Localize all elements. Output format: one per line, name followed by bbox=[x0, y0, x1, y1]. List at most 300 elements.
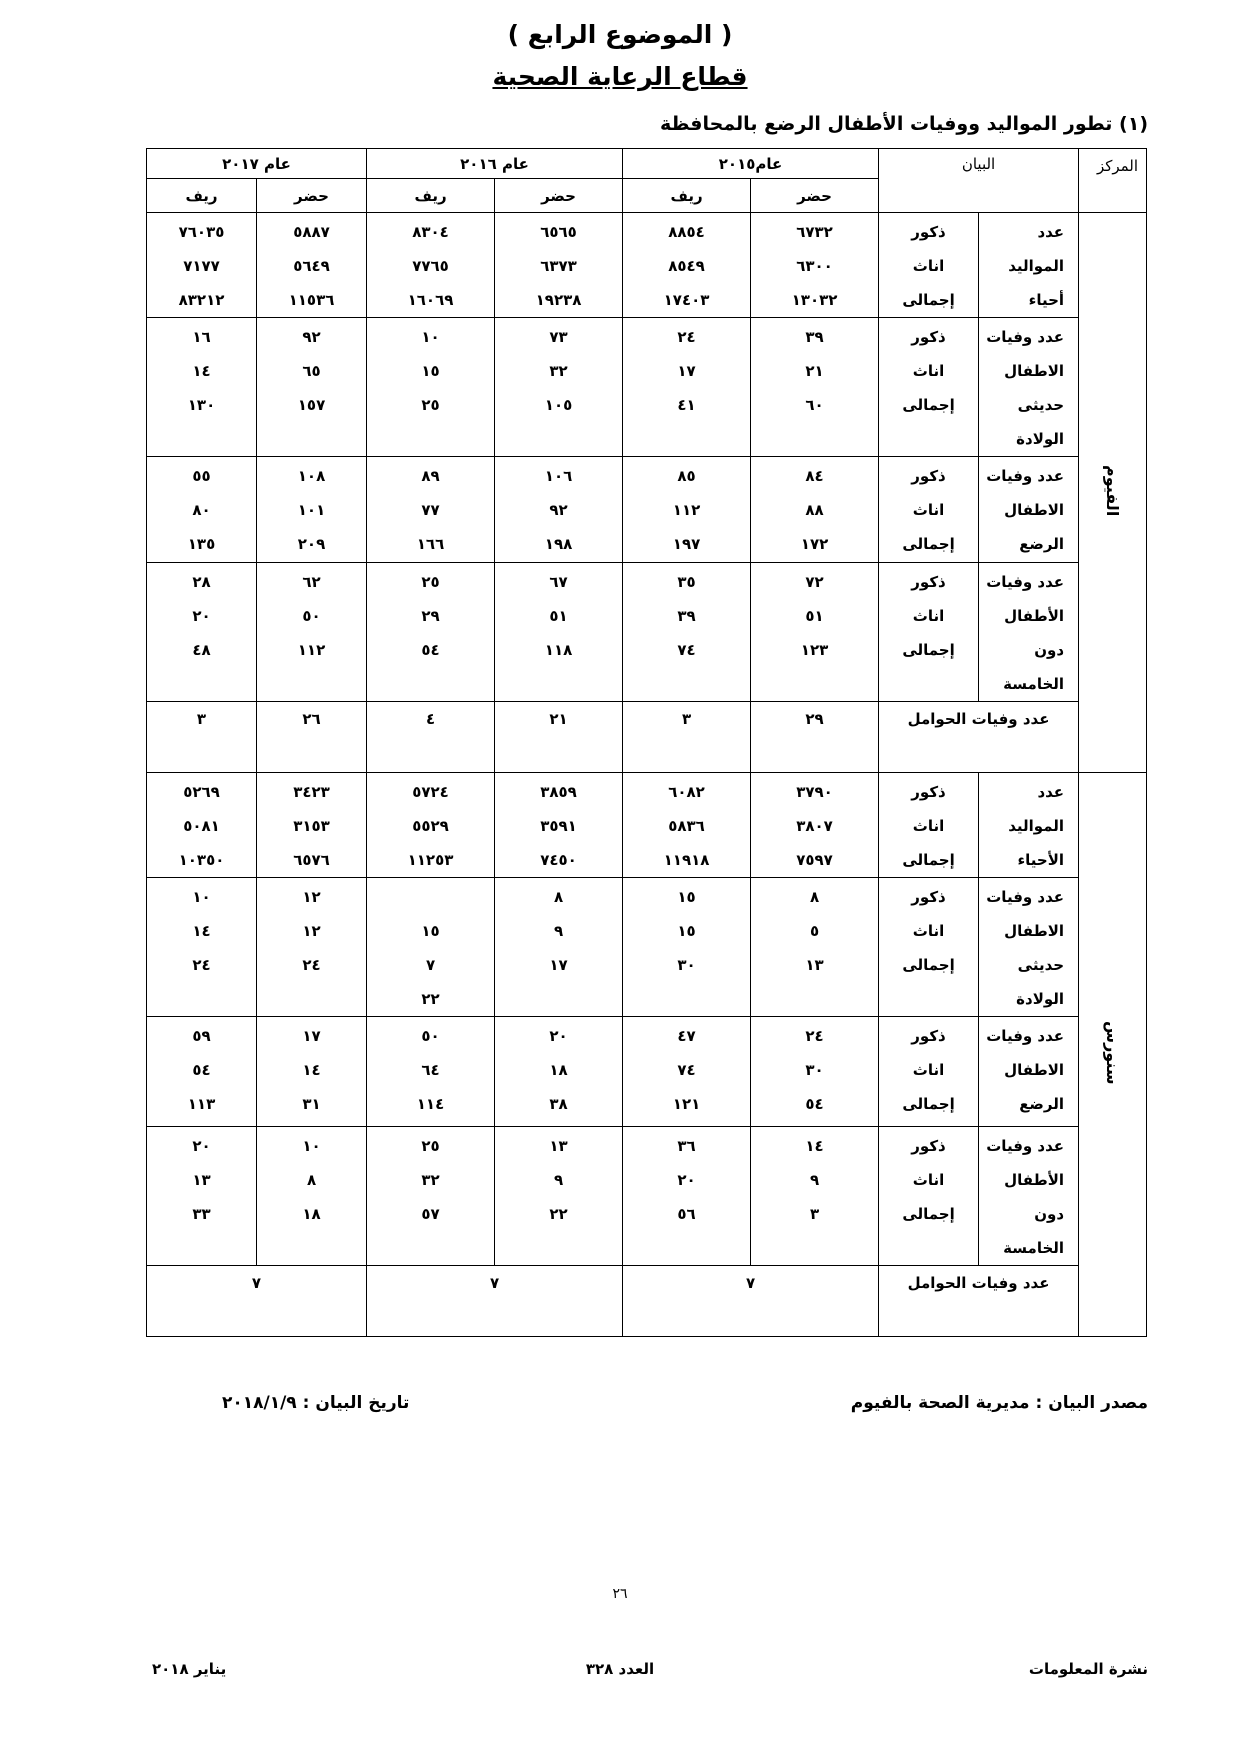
value: ١٣ bbox=[549, 1137, 568, 1155]
gender-labels bbox=[879, 1017, 979, 1127]
indicator-label-line: حديثى bbox=[1017, 396, 1065, 414]
value: ١١٨ bbox=[544, 641, 573, 659]
urban-header: حضر bbox=[751, 179, 879, 213]
value: ١٠١ bbox=[297, 501, 326, 519]
indicator-label bbox=[979, 318, 1079, 457]
gender-labels bbox=[879, 1127, 979, 1266]
gender-label: إجمالى bbox=[902, 535, 955, 553]
value: ٨٥٤٩ bbox=[668, 257, 705, 275]
value: ٨٥ bbox=[677, 467, 696, 485]
value: ٥٧ bbox=[421, 1205, 440, 1223]
year-header: عام ٢٠١٧ bbox=[147, 149, 367, 179]
value: ٨٣٠٤ bbox=[412, 223, 449, 241]
indicator-label-line: عدد وفيات bbox=[986, 888, 1065, 906]
value: ٩ bbox=[553, 1171, 564, 1189]
indicator-label-line: الخامسة bbox=[1003, 675, 1065, 693]
value: ٢٥ bbox=[421, 573, 440, 591]
value: ٥١ bbox=[549, 607, 568, 625]
gender-labels bbox=[879, 457, 979, 563]
value: ٣٩ bbox=[805, 328, 824, 346]
value: ٥٨٨٧ bbox=[293, 223, 330, 241]
value: ٦٥٦٥ bbox=[540, 223, 577, 241]
value: ٨٠ bbox=[192, 501, 211, 519]
value: ٥٠٨١ bbox=[183, 817, 220, 835]
maternal-deaths-row bbox=[147, 1266, 1147, 1337]
indicator-label-line: حديثى bbox=[1017, 956, 1065, 974]
value-cell bbox=[257, 1017, 367, 1127]
value: ١٠٦ bbox=[544, 467, 573, 485]
value: ٦٣٠٠ bbox=[796, 257, 833, 275]
gender-label: إجمالى bbox=[902, 956, 955, 974]
indicator-label-line: الولادة bbox=[1016, 990, 1065, 1008]
year-header: عام ٢٠١٦ bbox=[367, 149, 623, 179]
value-cell bbox=[623, 213, 751, 318]
gender-labels bbox=[879, 563, 979, 702]
value: ٣٠ bbox=[677, 956, 696, 974]
value: ٥٤ bbox=[421, 641, 440, 659]
value-cell bbox=[257, 213, 367, 318]
group-row bbox=[147, 1017, 1147, 1127]
value: ٢٢ bbox=[421, 990, 440, 1008]
gender-label: ذكور bbox=[911, 328, 946, 346]
indicator-label-line: عدد وفيات bbox=[986, 1137, 1065, 1155]
value: ١٣٠٣٢ bbox=[791, 291, 838, 309]
indicator-label-line: الأطفال bbox=[1004, 607, 1065, 625]
value: ١٢٣ bbox=[800, 641, 829, 659]
gender-label: ذكور bbox=[911, 223, 946, 241]
rural-header: ريف bbox=[623, 179, 751, 213]
value: ٧٤ bbox=[677, 641, 696, 659]
value: ١٦٦ bbox=[416, 535, 445, 553]
value: ١١٩١٨ bbox=[663, 851, 710, 869]
value-cell bbox=[751, 773, 879, 878]
maternal-deaths-value: ٤ bbox=[367, 702, 495, 773]
indicator-label-line: الولادة bbox=[1016, 430, 1065, 448]
indicator-label-line: عدد bbox=[1037, 783, 1065, 801]
value: ٣٥٩١ bbox=[540, 817, 577, 835]
maternal-deaths-row bbox=[147, 702, 1147, 773]
value-cell bbox=[147, 1017, 257, 1127]
gender-label: ذكور bbox=[911, 888, 946, 906]
indicator-label-line: المواليد bbox=[1008, 817, 1065, 835]
group-row bbox=[147, 213, 1147, 318]
indicator-label-line: الاطفال bbox=[1004, 362, 1065, 380]
value: ٣٧٩٠ bbox=[796, 783, 833, 801]
value: ٢٠ bbox=[192, 1137, 211, 1155]
value: ١٢ bbox=[302, 922, 321, 940]
center-cell bbox=[1079, 213, 1147, 773]
value: ١١٢ bbox=[297, 641, 326, 659]
value: ١٩٨ bbox=[544, 535, 573, 553]
value: ١٠ bbox=[302, 1137, 321, 1155]
group-row bbox=[147, 773, 1147, 878]
value: ١٤ bbox=[805, 1137, 824, 1155]
value-cell bbox=[367, 773, 495, 878]
gender-label: اناث bbox=[912, 257, 945, 275]
value: ٧٣ bbox=[549, 328, 568, 346]
value: ٨٤ bbox=[805, 467, 824, 485]
value-cell bbox=[751, 563, 879, 702]
value: ٧٦٠٣٥ bbox=[178, 223, 225, 241]
gender-labels bbox=[879, 878, 979, 1017]
value: ٦٣٧٣ bbox=[540, 257, 577, 275]
indicator-label bbox=[979, 878, 1079, 1017]
indicator-label-line: عدد وفيات bbox=[986, 573, 1065, 591]
value: ٢٠ bbox=[677, 1171, 696, 1189]
value: ٢٨ bbox=[192, 573, 211, 591]
indicator-label-line: عدد وفيات bbox=[986, 467, 1065, 485]
indicator-label-line: الاطفال bbox=[1004, 501, 1065, 519]
value: ٨٣٢١٢ bbox=[178, 291, 225, 309]
value: ١٠ bbox=[421, 328, 440, 346]
value: ١٢ bbox=[302, 888, 321, 906]
col-center-header: المركز bbox=[1079, 149, 1147, 213]
value: ١١٣ bbox=[187, 1095, 216, 1113]
value-cell bbox=[495, 773, 623, 878]
value: ٢٠٩ bbox=[297, 535, 326, 553]
value: ٩ bbox=[809, 1171, 820, 1189]
value: ١١٢٥٣ bbox=[407, 851, 454, 869]
value: ٧٥٩٧ bbox=[796, 851, 833, 869]
value-cell bbox=[751, 1127, 879, 1266]
value: ٧٧٦٥ bbox=[412, 257, 449, 275]
value: ٣٢ bbox=[421, 1171, 440, 1189]
value: ٧١٧٧ bbox=[183, 257, 220, 275]
value: ١٩٢٣٨ bbox=[535, 291, 582, 309]
gender-label: ذكور bbox=[911, 573, 946, 591]
gender-label: إجمالى bbox=[902, 291, 955, 309]
maternal-deaths-value: ٧ bbox=[147, 1266, 367, 1337]
maternal-deaths-value: ٢٩ bbox=[751, 702, 879, 773]
gender-label: اناث bbox=[912, 362, 945, 380]
value: ٩٢ bbox=[302, 328, 321, 346]
gender-label: إجمالى bbox=[902, 1205, 955, 1223]
value: ٧٢ bbox=[805, 573, 824, 591]
value-cell bbox=[623, 1127, 751, 1266]
gender-label: إجمالى bbox=[902, 396, 955, 414]
value: ٣٨ bbox=[549, 1095, 568, 1113]
indicator-label-line: عدد bbox=[1037, 223, 1065, 241]
value-cell bbox=[495, 457, 623, 563]
gender-label: ذكور bbox=[911, 783, 946, 801]
value: ٥٦ bbox=[677, 1205, 696, 1223]
value-cell bbox=[367, 213, 495, 318]
value-cell bbox=[367, 1127, 495, 1266]
value: ١٠٣٥٠ bbox=[178, 851, 225, 869]
value-cell bbox=[495, 563, 623, 702]
health-table bbox=[146, 148, 1147, 1337]
value: ٥٥٢٩ bbox=[412, 817, 449, 835]
value: ٧ bbox=[425, 956, 436, 974]
maternal-deaths-value: ٢١ bbox=[495, 702, 623, 773]
center-name: الفيوم bbox=[1103, 464, 1123, 517]
value: ٣٩ bbox=[677, 607, 696, 625]
value: ٥٢٦٩ bbox=[183, 783, 220, 801]
value: ١٦٠٦٩ bbox=[407, 291, 454, 309]
value: ٦٤ bbox=[421, 1061, 440, 1079]
gender-label: اناث bbox=[912, 817, 945, 835]
value: ٨ bbox=[553, 888, 564, 906]
center-cell bbox=[1079, 773, 1147, 1337]
maternal-deaths-value: ٧ bbox=[367, 1266, 623, 1337]
footer-date: يناير ٢٠١٨ bbox=[152, 1660, 227, 1678]
value: ٣٨٠٧ bbox=[796, 817, 833, 835]
indicator-label-line: المواليد bbox=[1008, 257, 1065, 275]
value: ٢٤ bbox=[677, 328, 696, 346]
value: ١٣ bbox=[192, 1171, 211, 1189]
gender-label: إجمالى bbox=[902, 851, 955, 869]
value: ٣٣ bbox=[192, 1205, 211, 1223]
value-cell bbox=[623, 457, 751, 563]
value: ١١٤ bbox=[416, 1095, 445, 1113]
value-cell bbox=[367, 1017, 495, 1127]
value: ٩٢ bbox=[549, 501, 568, 519]
value: ٣٥ bbox=[677, 573, 696, 591]
value: ٥١ bbox=[805, 607, 824, 625]
value: ٥٥ bbox=[192, 467, 211, 485]
value: ٣١ bbox=[302, 1095, 321, 1113]
value-cell bbox=[751, 213, 879, 318]
value: ١١٢ bbox=[672, 501, 701, 519]
value: ٦٢ bbox=[302, 573, 321, 591]
value: ٨٨ bbox=[805, 501, 824, 519]
group-row bbox=[147, 457, 1147, 563]
value: ٢٤ bbox=[805, 1027, 824, 1045]
value: ١٥٧ bbox=[297, 396, 326, 414]
maternal-deaths-label: عدد وفيات الحوامل bbox=[879, 702, 1079, 773]
value-cell bbox=[495, 1017, 623, 1127]
page-header bbox=[0, 18, 1240, 94]
value-cell bbox=[623, 773, 751, 878]
value: ٥٠ bbox=[302, 607, 321, 625]
value-cell bbox=[257, 563, 367, 702]
value: ٩ bbox=[553, 922, 564, 940]
value: ٢٤ bbox=[192, 956, 211, 974]
indicator-label-line: الأطفال bbox=[1004, 1171, 1065, 1189]
gender-label: اناث bbox=[912, 1061, 945, 1079]
indicator-label bbox=[979, 1127, 1079, 1266]
value: ٦٧ bbox=[549, 573, 568, 591]
value: ١٧ bbox=[302, 1027, 321, 1045]
indicator-label-line: الرضع bbox=[1019, 535, 1065, 553]
value-cell bbox=[367, 457, 495, 563]
indicator-label-line: الاطفال bbox=[1004, 1061, 1065, 1079]
value-cell bbox=[257, 457, 367, 563]
value bbox=[367, 880, 494, 914]
value: ٦٥ bbox=[302, 362, 321, 380]
maternal-deaths-value: ٣ bbox=[147, 702, 257, 773]
value: ١٧٢ bbox=[800, 535, 829, 553]
value: ٦٠٨٢ bbox=[668, 783, 705, 801]
gender-label: إجمالى bbox=[902, 1095, 955, 1113]
value: ٦٠ bbox=[805, 396, 824, 414]
value-cell bbox=[623, 563, 751, 702]
rural-header: ريف bbox=[147, 179, 257, 213]
value: ١٠ bbox=[192, 888, 211, 906]
value: ١٣٥ bbox=[187, 535, 216, 553]
value-cell bbox=[257, 318, 367, 457]
page-number: ٢٦ bbox=[612, 1586, 628, 1602]
col-item-header: البيان bbox=[879, 149, 1079, 213]
indicator-label bbox=[979, 457, 1079, 563]
value: ٢١ bbox=[805, 362, 824, 380]
value: ٢٥ bbox=[421, 1137, 440, 1155]
value: ٨٩ bbox=[421, 467, 440, 485]
indicator-label bbox=[979, 1017, 1079, 1127]
value: ٨ bbox=[306, 1171, 317, 1189]
value-cell bbox=[751, 318, 879, 457]
value-cell bbox=[147, 563, 257, 702]
urban-header: حضر bbox=[495, 179, 623, 213]
value: ٣٤٢٣ bbox=[293, 783, 330, 801]
value: ٨٨٥٤ bbox=[668, 223, 705, 241]
value: ٢٥ bbox=[421, 396, 440, 414]
value-cell bbox=[367, 563, 495, 702]
value-cell bbox=[751, 1017, 879, 1127]
value: ٧٤ bbox=[677, 1061, 696, 1079]
sector-title: قطاع الرعاية الصحية bbox=[492, 62, 748, 91]
value: ٥٦٤٩ bbox=[293, 257, 330, 275]
indicator-label-line: دون bbox=[1034, 1205, 1065, 1223]
value-cell bbox=[147, 878, 257, 1017]
gender-label: اناث bbox=[912, 922, 945, 940]
value: ١٦ bbox=[192, 328, 211, 346]
indicator-label-line: عدد وفيات bbox=[986, 1027, 1065, 1045]
value-cell bbox=[623, 1017, 751, 1127]
value: ١٧٤٠٣ bbox=[663, 291, 710, 309]
table-caption: (١) تطور المواليد ووفيات الأطفال الرضع بالمحافظة bbox=[660, 113, 1148, 135]
value: ١٨ bbox=[549, 1061, 568, 1079]
value: ٢٤ bbox=[302, 956, 321, 974]
value: ٣٨٥٩ bbox=[540, 783, 577, 801]
indicator-label-line: الأحياء bbox=[1017, 851, 1065, 869]
value-cell bbox=[495, 318, 623, 457]
value: ١٧ bbox=[677, 362, 696, 380]
value: ١٠٥ bbox=[544, 396, 573, 414]
gender-label: اناث bbox=[912, 607, 945, 625]
value: ١٥ bbox=[421, 362, 440, 380]
value: ٥٤ bbox=[805, 1095, 824, 1113]
value: ١٥ bbox=[677, 922, 696, 940]
value: ٣ bbox=[809, 1205, 820, 1223]
value: ٣٦ bbox=[677, 1137, 696, 1155]
group-row bbox=[147, 878, 1147, 1017]
indicator-label bbox=[979, 773, 1079, 878]
value: ١٧ bbox=[549, 956, 568, 974]
value-cell bbox=[257, 1127, 367, 1266]
gender-label: اناث bbox=[912, 501, 945, 519]
gender-labels bbox=[879, 773, 979, 878]
value: ٥ bbox=[809, 922, 820, 940]
indicator-label-line: الرضع bbox=[1019, 1095, 1065, 1113]
value-cell bbox=[623, 878, 751, 1017]
value: ١٩٧ bbox=[672, 535, 701, 553]
value: ٥٤ bbox=[192, 1061, 211, 1079]
value: ٤٨ bbox=[192, 641, 211, 659]
value-cell bbox=[751, 457, 879, 563]
footer-publication: نشرة المعلومات bbox=[1028, 1660, 1148, 1678]
gender-labels bbox=[879, 213, 979, 318]
value: ١٨ bbox=[302, 1205, 321, 1223]
value-cell bbox=[367, 318, 495, 457]
urban-header: حضر bbox=[257, 179, 367, 213]
maternal-deaths-value: ٣ bbox=[623, 702, 751, 773]
value-cell bbox=[367, 878, 495, 1017]
year-header: عام٢٠١٥ bbox=[623, 149, 879, 179]
value-cell bbox=[147, 457, 257, 563]
value: ٥٨٣٦ bbox=[668, 817, 705, 835]
data-date: تاريخ البيان : ٢٠١٨/١/٩ bbox=[222, 1393, 410, 1413]
indicator-label bbox=[979, 563, 1079, 702]
value: ٧٤٥٠ bbox=[540, 851, 577, 869]
value-cell bbox=[257, 878, 367, 1017]
value: ٦٧٣٢ bbox=[796, 223, 833, 241]
value: ٥٩ bbox=[192, 1027, 211, 1045]
data-source: مصدر البيان : مديرية الصحة بالفيوم bbox=[850, 1393, 1148, 1413]
value: ١٣٠ bbox=[187, 396, 216, 414]
value-cell bbox=[257, 773, 367, 878]
value: ١٤ bbox=[302, 1061, 321, 1079]
value: ١٥ bbox=[677, 888, 696, 906]
indicator-label-line: أحياء bbox=[1028, 291, 1065, 309]
indicator-label bbox=[979, 213, 1079, 318]
maternal-deaths-label: عدد وفيات الحوامل bbox=[879, 1266, 1079, 1337]
value-cell bbox=[147, 773, 257, 878]
gender-label: اناث bbox=[912, 1171, 945, 1189]
rural-header: ريف bbox=[367, 179, 495, 213]
maternal-deaths-value: ٢٦ bbox=[257, 702, 367, 773]
value: ١٤ bbox=[192, 922, 211, 940]
center-name: سنورس bbox=[1103, 1020, 1123, 1085]
value: ٣١٥٣ bbox=[293, 817, 330, 835]
value-cell bbox=[623, 318, 751, 457]
value-cell bbox=[147, 318, 257, 457]
group-row bbox=[147, 1127, 1147, 1266]
indicator-label-line: الاطفال bbox=[1004, 922, 1065, 940]
indicator-label-line: الخامسة bbox=[1003, 1239, 1065, 1257]
value: ٤٧ bbox=[677, 1027, 696, 1045]
value: ١٣ bbox=[805, 956, 824, 974]
value: ٢٢ bbox=[549, 1205, 568, 1223]
value: ١٢١ bbox=[672, 1095, 701, 1113]
gender-label: ذكور bbox=[911, 1027, 946, 1045]
gender-label: ذكور bbox=[911, 467, 946, 485]
indicator-label-line: دون bbox=[1034, 641, 1065, 659]
value-cell bbox=[147, 1127, 257, 1266]
gender-label: ذكور bbox=[911, 1137, 946, 1155]
value: ٢٠ bbox=[549, 1027, 568, 1045]
gender-label: إجمالى bbox=[902, 641, 955, 659]
value: ١٥ bbox=[421, 922, 440, 940]
value: ١٠٨ bbox=[297, 467, 326, 485]
value-cell bbox=[147, 213, 257, 318]
value: ٣٠ bbox=[805, 1061, 824, 1079]
indicator-label-line: عدد وفيات bbox=[986, 328, 1065, 346]
value: ٧٧ bbox=[421, 501, 440, 519]
value-cell bbox=[495, 1127, 623, 1266]
group-row bbox=[147, 318, 1147, 457]
footer-issue: العدد ٣٢٨ bbox=[585, 1660, 655, 1678]
group-row bbox=[147, 563, 1147, 702]
value: ٣٢ bbox=[549, 362, 568, 380]
value: ٥٠ bbox=[421, 1027, 440, 1045]
value: ١٤ bbox=[192, 362, 211, 380]
value-cell bbox=[495, 878, 623, 1017]
value-cell bbox=[751, 878, 879, 1017]
value: ٤١ bbox=[677, 396, 696, 414]
value: ٨ bbox=[809, 888, 820, 906]
value: ٦٥٧٦ bbox=[293, 851, 330, 869]
